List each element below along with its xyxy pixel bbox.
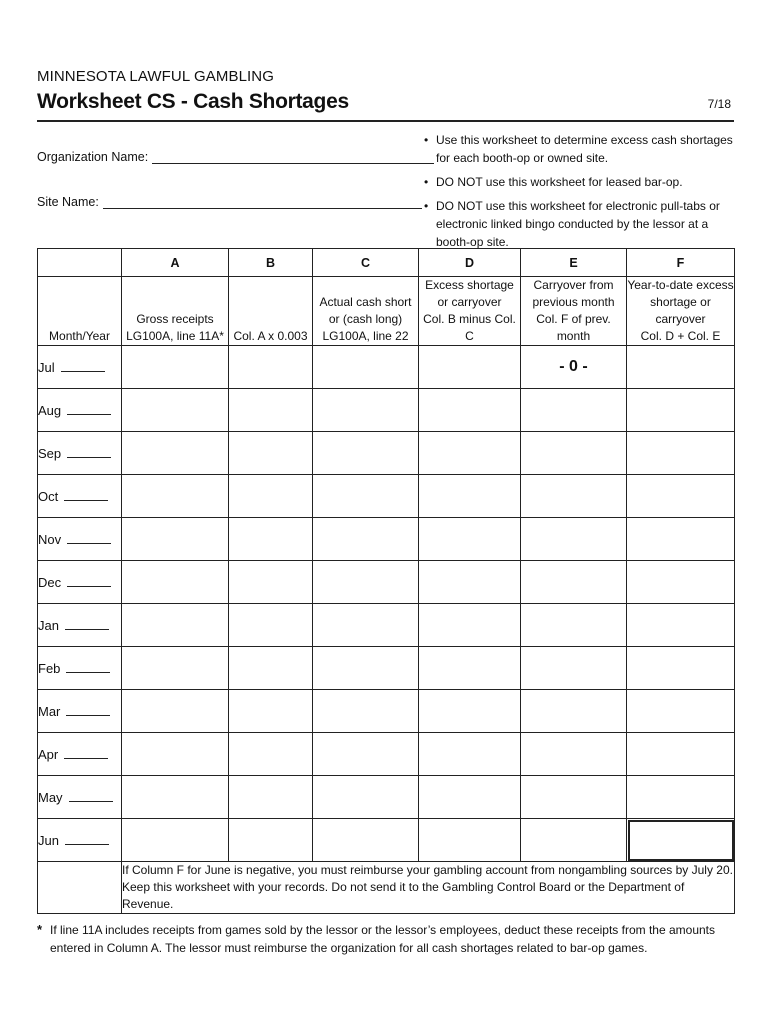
month-cell — [38, 733, 122, 776]
entry-cell-col-b[interactable] — [229, 604, 313, 647]
instruction-item — [424, 131, 734, 167]
year-entry-line[interactable] — [66, 662, 110, 673]
entry-cell-col-d[interactable] — [419, 389, 521, 432]
table-row — [38, 518, 735, 561]
header-carryover-previous — [521, 277, 627, 346]
entry-cell-col-c[interactable] — [313, 733, 419, 776]
column-letter-row — [38, 249, 735, 277]
month-label: Sep — [38, 445, 62, 461]
entry-cell-col-a[interactable] — [122, 733, 229, 776]
entry-cell-col-f[interactable] — [627, 733, 735, 776]
entry-cell-col-a[interactable] — [122, 647, 229, 690]
entry-cell-col-b[interactable] — [229, 647, 313, 690]
header-text: Actual cash short — [319, 295, 412, 309]
month-label: Nov — [38, 531, 62, 547]
month-cell — [38, 389, 122, 432]
instruction-text: Use this worksheet to determine excess cash shortages for each booth-op or owned site. — [436, 133, 733, 165]
table-row — [38, 733, 735, 776]
entry-cell-col-f[interactable] — [627, 389, 735, 432]
year-entry-line[interactable] — [65, 619, 109, 630]
entry-cell-col-a[interactable] — [122, 690, 229, 733]
table-row — [38, 346, 735, 389]
entry-cell-col-e[interactable] — [521, 819, 627, 862]
entry-cell-col-b[interactable] — [229, 518, 313, 561]
table-row — [38, 690, 735, 733]
month-cell — [38, 432, 122, 475]
header-divider — [37, 120, 734, 122]
entry-cell-col-b[interactable] — [229, 346, 313, 389]
site-name-field[interactable] — [37, 195, 422, 209]
table-row — [38, 819, 735, 862]
column-letter-a: A — [122, 249, 229, 277]
column-header-row — [38, 277, 735, 346]
entry-cell-col-f[interactable] — [627, 346, 735, 389]
header-month-year — [38, 277, 122, 346]
entry-cell-col-b[interactable] — [229, 690, 313, 733]
entry-cell-col-e[interactable] — [521, 647, 627, 690]
table-row — [38, 432, 735, 475]
june-note-spacer — [38, 862, 122, 914]
entry-cell-col-e[interactable] — [521, 518, 627, 561]
entry-cell-col-d[interactable] — [419, 346, 521, 389]
entry-cell-col-d[interactable] — [419, 819, 521, 862]
entry-cell-col-e[interactable] — [521, 475, 627, 518]
entry-cell-col-c[interactable] — [313, 475, 419, 518]
entry-cell-col-d[interactable] — [419, 604, 521, 647]
month-cell — [38, 647, 122, 690]
entry-cell-col-b[interactable] — [229, 561, 313, 604]
june-note — [122, 862, 735, 914]
entry-cell-col-a[interactable] — [122, 819, 229, 862]
entry-cell-col-c[interactable] — [313, 518, 419, 561]
entry-cell-col-f[interactable] — [627, 647, 735, 690]
entry-cell-col-d[interactable] — [419, 475, 521, 518]
header-text: or carryover — [437, 295, 502, 309]
entry-cell-col-c[interactable] — [313, 647, 419, 690]
month-label: Feb — [38, 660, 61, 676]
month-label: Jul — [38, 359, 55, 375]
header-col-a-times — [229, 277, 313, 346]
header-text: Col. A x 0.003 — [233, 329, 308, 343]
entry-cell-col-e[interactable] — [521, 776, 627, 819]
month-label: Oct — [38, 488, 59, 504]
july-carryover-value: - 0 - — [521, 346, 627, 389]
entry-cell-col-c[interactable] — [313, 389, 419, 432]
column-letter-e: E — [521, 249, 627, 277]
month-label: Apr — [38, 746, 59, 762]
entry-cell-col-a[interactable] — [122, 776, 229, 819]
entry-cell-col-e[interactable] — [521, 733, 627, 776]
year-entry-line[interactable] — [65, 834, 109, 845]
table-row — [38, 604, 735, 647]
month-cell — [38, 776, 122, 819]
header-text: LG100A, line 22 — [322, 329, 409, 343]
header-text: or (cash long) — [328, 312, 403, 326]
entry-cell-col-f[interactable] — [627, 432, 735, 475]
june-year-to-date-cell[interactable] — [627, 819, 735, 862]
instructions-list — [424, 131, 734, 257]
year-entry-line[interactable] — [67, 576, 111, 587]
month-label: Dec — [38, 574, 62, 590]
entry-cell-col-a[interactable] — [122, 561, 229, 604]
month-cell — [38, 690, 122, 733]
june-note-row — [38, 862, 735, 914]
table-row — [38, 647, 735, 690]
organization-name-line[interactable] — [152, 151, 434, 164]
entry-cell-col-f[interactable] — [627, 690, 735, 733]
cash-shortage-table — [37, 248, 735, 914]
entry-cell-col-b[interactable] — [229, 819, 313, 862]
header-excess-shortage — [419, 277, 521, 346]
instruction-text: DO NOT use this worksheet for electronic pull-tabs or electronic linked bingo conducted by the lessor at a booth-op site. — [436, 199, 720, 249]
header-gross-receipts — [122, 277, 229, 346]
entry-cell-col-f[interactable] — [627, 776, 735, 819]
entry-cell-col-e[interactable] — [521, 690, 627, 733]
entry-cell-col-f[interactable] — [627, 561, 735, 604]
month-label: Jan — [38, 617, 59, 633]
year-entry-line[interactable] — [61, 361, 105, 372]
entry-cell-col-c[interactable] — [313, 604, 419, 647]
entry-cell-col-f[interactable] — [627, 604, 735, 647]
entry-cell-col-f[interactable] — [627, 475, 735, 518]
instruction-text: DO NOT use this worksheet for leased bar-op. — [436, 175, 683, 189]
bullet-icon: • — [424, 199, 429, 213]
entry-cell-col-a[interactable] — [122, 604, 229, 647]
header-text: Col. F of prev. month — [536, 312, 611, 343]
entry-cell-col-d[interactable] — [419, 690, 521, 733]
column-letter-c: C — [313, 249, 419, 277]
entry-cell-col-d[interactable] — [419, 776, 521, 819]
header-text: Year-to-date excess — [627, 278, 734, 292]
entry-cell-col-c[interactable] — [313, 561, 419, 604]
entry-cell-col-e[interactable] — [521, 561, 627, 604]
entry-cell-col-f[interactable] — [627, 518, 735, 561]
year-entry-line[interactable] — [67, 533, 111, 544]
entry-cell-col-a[interactable] — [122, 432, 229, 475]
year-entry-line[interactable] — [64, 748, 108, 759]
instruction-item — [424, 173, 734, 191]
column-letter-b: B — [229, 249, 313, 277]
header-actual-cash-short — [313, 277, 419, 346]
table-row — [38, 561, 735, 604]
entry-cell-col-a[interactable] — [122, 389, 229, 432]
agency-name: MINNESOTA LAWFUL GAMBLING — [37, 68, 274, 85]
entry-cell-col-d[interactable] — [419, 432, 521, 475]
month-cell — [38, 604, 122, 647]
entry-cell-col-c[interactable] — [313, 690, 419, 733]
bullet-icon: • — [424, 133, 429, 147]
june-note-line: Keep this worksheet with your records. Do not send it to the Gambling Control Board or the Department of Revenue. — [122, 880, 685, 911]
entry-cell-col-c[interactable] — [313, 819, 419, 862]
footnote-text: If line 11A includes receipts from games sold by the lessor or the lessor’s employees, deduct these receipts from the amounts entered in Column A. The lessor must reimburse the organization for all cash shortages related to bar-op games. — [50, 923, 715, 955]
entry-cell-col-d[interactable] — [419, 518, 521, 561]
month-cell — [38, 561, 122, 604]
june-note-line: If Column F for June is negative, you must reimburse your gambling account from nongambling sources by July 20. — [122, 863, 733, 877]
entry-cell-col-a[interactable] — [122, 518, 229, 561]
bullet-icon: • — [424, 175, 429, 189]
header-text: Col. B minus Col. C — [423, 312, 516, 343]
entry-cell-col-e[interactable] — [521, 389, 627, 432]
instruction-item — [424, 197, 734, 251]
column-letter-d: D — [419, 249, 521, 277]
month-cell — [38, 518, 122, 561]
site-name-line[interactable] — [103, 196, 422, 209]
site-name-label: Site Name: — [37, 195, 99, 209]
header-text: LG100A, line 11A* — [126, 329, 224, 343]
header-year-to-date — [627, 277, 735, 346]
table-row — [38, 389, 735, 432]
header-text: Month/Year — [49, 329, 110, 343]
footnote — [37, 921, 737, 957]
entry-cell-col-b[interactable] — [229, 776, 313, 819]
month-label: Aug — [38, 402, 62, 418]
month-cell — [38, 819, 122, 862]
column-letter-blank — [38, 249, 122, 277]
entry-cell-col-e[interactable] — [521, 432, 627, 475]
year-entry-line[interactable] — [67, 447, 111, 458]
month-cell — [38, 475, 122, 518]
entry-cell-col-b[interactable] — [229, 389, 313, 432]
month-label: May — [38, 789, 63, 805]
asterisk-icon: * — [37, 922, 43, 937]
header-text: Carryover from — [533, 278, 614, 292]
organization-name-label: Organization Name: — [37, 150, 149, 164]
entry-cell-col-d[interactable] — [419, 647, 521, 690]
year-entry-line[interactable] — [66, 705, 110, 716]
header-text: previous month — [532, 295, 615, 309]
header-text: Excess shortage — [425, 278, 514, 292]
entry-cell-col-c[interactable] — [313, 432, 419, 475]
year-entry-line[interactable] — [67, 404, 111, 415]
month-rows — [38, 346, 735, 862]
organization-name-field[interactable] — [37, 150, 434, 164]
column-letter-f: F — [627, 249, 735, 277]
month-label: Jun — [38, 832, 59, 848]
entry-cell-col-b[interactable] — [229, 475, 313, 518]
month-cell — [38, 346, 122, 389]
entry-cell-col-a[interactable] — [122, 346, 229, 389]
entry-cell-col-b[interactable] — [229, 733, 313, 776]
year-entry-line[interactable] — [69, 791, 113, 802]
table-row — [38, 776, 735, 819]
page-title: Worksheet CS - Cash Shortages — [37, 90, 349, 113]
header-text: Col. D + Col. E — [640, 329, 721, 343]
table-row — [38, 475, 735, 518]
entry-cell-col-c[interactable] — [313, 776, 419, 819]
entry-cell-col-d[interactable] — [419, 733, 521, 776]
year-entry-line[interactable] — [64, 490, 108, 501]
entry-cell-col-c[interactable] — [313, 346, 419, 389]
entry-cell-col-a[interactable] — [122, 475, 229, 518]
entry-cell-col-b[interactable] — [229, 432, 313, 475]
entry-cell-col-d[interactable] — [419, 561, 521, 604]
month-label: Mar — [38, 703, 61, 719]
revision-date: 7/18 — [707, 97, 731, 111]
entry-cell-col-e[interactable] — [521, 604, 627, 647]
header-text: Gross receipts — [136, 312, 214, 326]
header-text: shortage or carryover — [650, 295, 711, 326]
